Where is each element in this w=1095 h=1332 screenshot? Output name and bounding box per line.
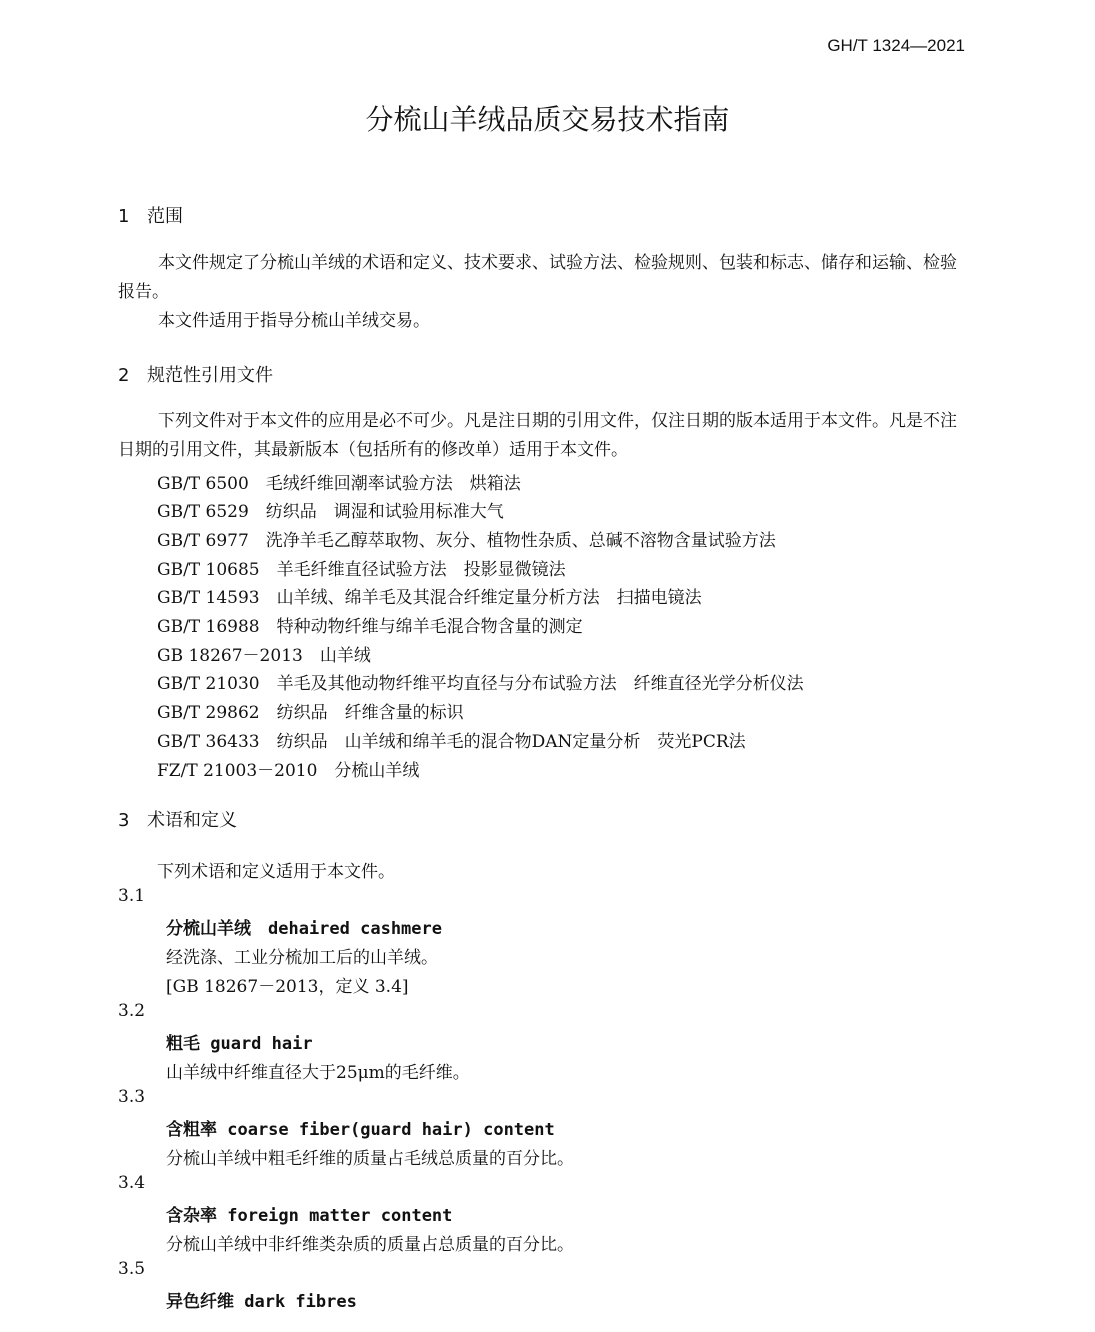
term-definition: 分梳山羊绒中非纤维类杂质的质量占总质量的百分比。	[166, 1235, 574, 1255]
references-intro: 下列文件对于本文件的应用是必不可少。凡是注日期的引用文件，仅注日期的版本适用于本文件。凡是不注日期的引用文件，其最新版本（包括所有的修改单）适用于本文件。	[118, 411, 957, 460]
term-name: 异色纤维 dark fibres	[166, 1292, 357, 1312]
term-source: [GB 18267－2013，定义 3.4]	[166, 977, 409, 997]
reference-item: GB/T 29862 纺织品 纤维含量的标识	[157, 703, 464, 723]
section-1-heading	[118, 202, 183, 228]
term-name: 分梳山羊绒 dehaired cashmere	[166, 919, 442, 939]
reference-item: GB/T 6977 洗净羊毛乙醇萃取物、灰分、植物性杂质、总碱不溶物含量试验方法	[157, 531, 776, 551]
scope-paragraph-1: 本文件规定了分梳山羊绒的术语和定义、技术要求、试验方法、检验规则、包装和标志、储存和运输、检验报告。	[118, 253, 957, 302]
section-title: 范围	[147, 206, 183, 227]
document-title: 分梳山羊绒品质交易技术指南	[365, 103, 730, 136]
scope-paragraph-2: 本文件适用于指导分梳山羊绒交易。	[158, 311, 430, 331]
terms-intro: 下列术语和定义适用于本文件。	[157, 862, 395, 882]
reference-item: GB/T 14593 山羊绒、绵羊毛及其混合纤维定量分析方法 扫描电镜法	[157, 588, 702, 608]
standard-code: GH/T 1324—2021	[827, 36, 965, 55]
reference-item: GB/T 16988 特种动物纤维与绵羊毛混合物含量的测定	[157, 617, 583, 637]
section-number: 2	[118, 365, 130, 386]
clause-number: 3.5	[118, 1259, 146, 1279]
section-number: 3	[118, 810, 130, 831]
clause-number: 3.4	[118, 1173, 146, 1193]
term-name: 含粗率 coarse fiber(guard hair) content	[166, 1120, 555, 1140]
term-name: 含杂率 foreign matter content	[166, 1206, 453, 1226]
term-definition: 经洗涤、工业分梳加工后的山羊绒。	[166, 948, 438, 968]
section-title: 术语和定义	[147, 810, 237, 831]
reference-item: FZ/T 21003－2010 分梳山羊绒	[157, 761, 420, 781]
term-definition: 分梳山羊绒中粗毛纤维的质量占毛绒总质量的百分比。	[166, 1149, 574, 1169]
section-2-heading	[118, 361, 273, 387]
reference-item: GB/T 10685 羊毛纤维直径试验方法 投影显微镜法	[157, 560, 566, 580]
clause-number: 3.3	[118, 1087, 146, 1107]
reference-item: GB/T 6529 纺织品 调湿和试验用标准大气	[157, 502, 504, 522]
reference-item: GB/T 36433 纺织品 山羊绒和绵羊毛的混合物DAN定量分析 荧光PCR法	[157, 732, 746, 752]
clause-number: 3.2	[118, 1001, 146, 1021]
section-number: 1	[118, 206, 130, 227]
section-3-heading	[118, 806, 237, 832]
term-definition: 山羊绒中纤维直径大于25μm的毛纤维。	[166, 1063, 470, 1083]
clause-number: 3.1	[118, 886, 146, 906]
reference-item: GB/T 6500 毛绒纤维回潮率试验方法 烘箱法	[157, 474, 521, 494]
reference-item: GB 18267－2013 山羊绒	[157, 646, 371, 666]
section-title: 规范性引用文件	[147, 365, 273, 386]
reference-item: GB/T 21030 羊毛及其他动物纤维平均直径与分布试验方法 纤维直径光学分析仪法	[157, 674, 804, 694]
term-name: 粗毛 guard hair	[166, 1034, 313, 1054]
